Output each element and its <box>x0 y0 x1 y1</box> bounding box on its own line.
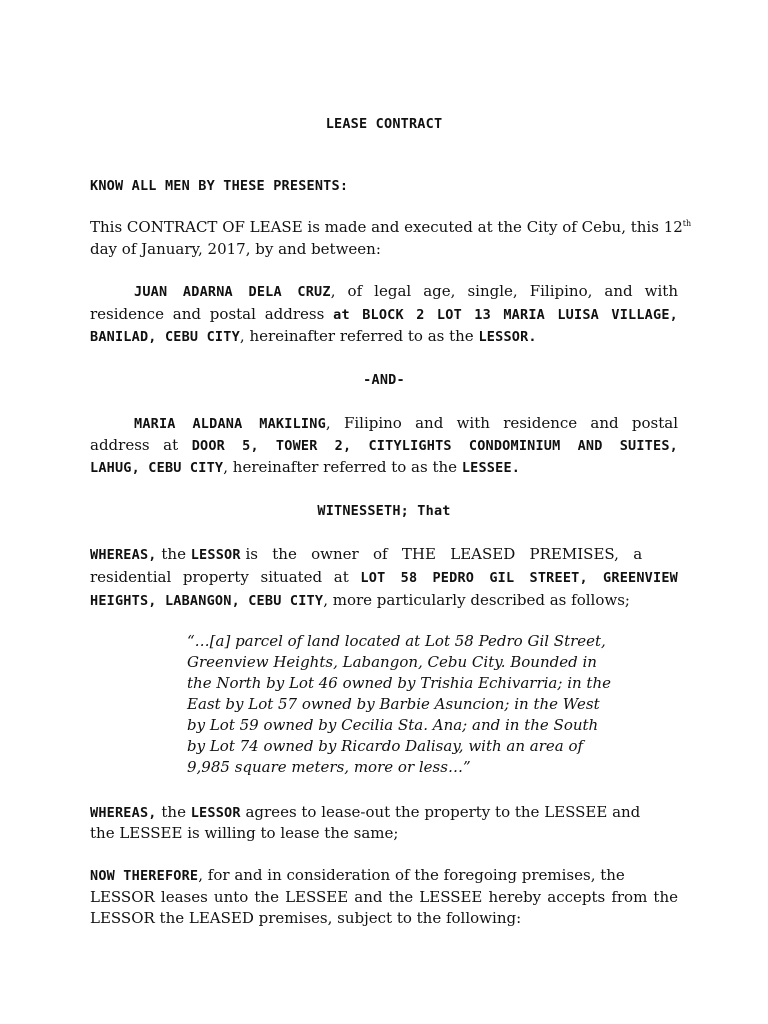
quote-line-7: 9,985 square meters, more or less…” <box>187 758 471 776</box>
lessee-role: LESSEE. <box>461 460 521 476</box>
lessor-name: JUAN ADARNA DELA CRUZ <box>134 284 331 300</box>
whereas1-line-2-pre: residential property situated at <box>90 568 361 586</box>
witnesseth-heading: WITNESSETH; That <box>317 503 451 519</box>
now-therefore-line-2: LESSOR leases unto the LESSEE and the LESSEE hereby accepts from the <box>90 888 678 906</box>
now-therefore-line-1 <box>90 864 678 887</box>
quote-line-5: by Lot 59 owned by Cecilia Sta. Ana; and in the South <box>187 716 599 734</box>
intro-text: This CONTRACT OF LEASE is made and executed at the City of Cebu, this 12 <box>90 218 683 236</box>
now-therefore-lead: NOW THEREFORE <box>90 868 199 884</box>
whereas1-line-3-rest: , more particularly described as follows; <box>323 591 630 609</box>
whereas2-the: the <box>156 803 191 821</box>
now-therefore-line-3: LESSOR the LEASED premises, subject to the following: <box>90 909 522 927</box>
lessee-address-part-2: LAHUG, CEBU CITY <box>90 460 224 476</box>
now-therefore-line-1-rest: , for and in consideration of the foregoing premises, the <box>198 866 625 884</box>
lessor-line-1 <box>90 280 678 303</box>
whereas2-line-2: the LESSEE is willing to lease the same; <box>90 824 399 842</box>
lessee-name: MARIA ALDANA MAKILING <box>134 416 326 432</box>
whereas1-line-1-rest: is the owner of THE LEASED PREMISES, a <box>240 545 643 563</box>
quote-line-1: “…[a] parcel of land located at Lot 58 Pedro Gil Street, <box>187 632 606 650</box>
and-separator: -AND- <box>363 372 405 388</box>
lessee-address-part-1: DOOR 5, TOWER 2, CITYLIGHTS CONDOMINIUM AND SUITES, <box>191 438 678 454</box>
lessee-line-2 <box>90 434 678 457</box>
intro-ordinal-sup: th <box>682 219 692 228</box>
whereas1-line-2 <box>90 566 678 589</box>
lessee-line-1-rest: , Filipino and with residence and postal <box>325 414 679 432</box>
whereas1-address-part-2: HEIGHTS, LABANGON, CEBU CITY <box>90 593 324 609</box>
whereas1-line-1 <box>90 543 678 566</box>
lessee-line-3 <box>90 456 678 479</box>
lessor-line-1-rest: , of legal age, single, Filipino, and with <box>330 282 678 300</box>
intro-line-1 <box>90 216 692 238</box>
quote-line-4: East by Lot 57 owned by Barbie Asuncion; in the West <box>187 695 600 713</box>
intro-line-2: day of January, 2017, by and between: <box>90 240 381 258</box>
lessor-address-part-2: BANILAD, CEBU CITY <box>90 329 240 345</box>
lessor-line-3-rest: , hereinafter referred to as the <box>239 327 479 345</box>
whereas1-lead: WHEREAS, <box>90 547 157 563</box>
opening-line: KNOW ALL MEN BY THESE PRESENTS: <box>90 178 349 194</box>
lessee-line-1 <box>90 412 678 435</box>
lessor-address-part-1: at BLOCK 2 LOT 13 MARIA LUISA VILLAGE, <box>333 307 678 323</box>
lessor-line-2-pre: residence and postal address <box>90 305 334 323</box>
document-page <box>90 0 692 1024</box>
document-title: LEASE CONTRACT <box>325 116 443 132</box>
quote-line-6: by Lot 74 owned by Ricardo Dalisay, with an area of <box>187 737 584 755</box>
whereas2-lead: WHEREAS, <box>90 805 157 821</box>
lessor-role: LESSOR. <box>478 329 537 345</box>
whereas1-the: the <box>156 545 191 563</box>
whereas2-line-1-rest: agrees to lease-out the property to the LESSEE and <box>240 803 641 821</box>
whereas2-role: LESSOR <box>190 805 241 821</box>
lessee-line-3-rest: , hereinafter referred to as the <box>223 458 462 476</box>
lessor-line-2 <box>90 303 678 326</box>
quote-line-3: the North by Lot 46 owned by Trishia Echivarria; in the <box>187 674 611 692</box>
whereas1-address-part-1: LOT 58 PEDRO GIL STREET, GREENVIEW <box>360 570 678 586</box>
lessor-line-3 <box>90 325 678 348</box>
whereas1-line-3 <box>90 589 678 612</box>
lessee-line-2-pre: address at <box>90 436 192 454</box>
quote-line-2: Greenview Heights, Labangon, Cebu City. Bounded in <box>187 653 597 671</box>
whereas1-role: LESSOR <box>190 547 241 563</box>
whereas2-line-1 <box>90 801 678 824</box>
